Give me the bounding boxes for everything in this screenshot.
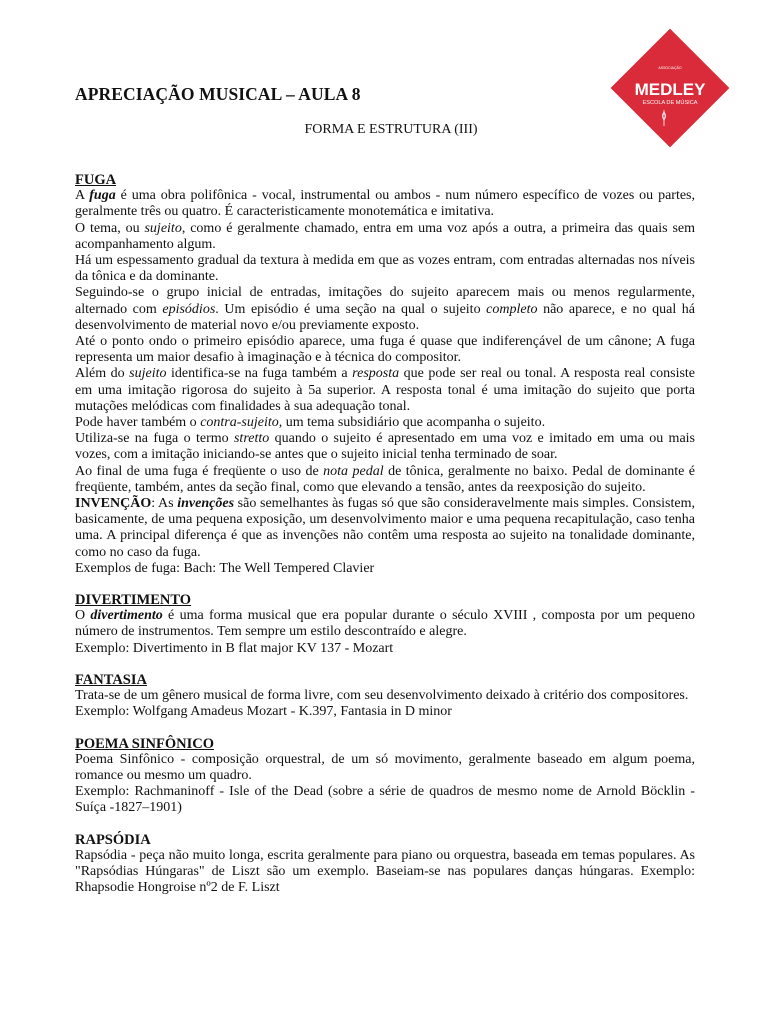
paragraph [75, 415, 695, 431]
term-divertimento: divertimento [90, 608, 163, 624]
paragraph: Trata-se de um gênero musical de forma livre, com seu desenvolvimento deixado à critério dos compositores. [75, 688, 689, 704]
paragraph [75, 188, 695, 220]
text-run: Seguindo-se o grupo inicial de entradas, imitações do sujeito aparecem mais ou menos regularmente, alternado com [75, 285, 695, 317]
logo-top-text: ASSOCIAÇÃO [658, 66, 682, 70]
paragraph: Exemplo: Rachmaninoff - Isle of the Dead (sobre a série de quadros de mesmo nome de Arnold Böcklin - Suíça -1827–1901) [75, 784, 695, 816]
text-run: A [75, 188, 90, 204]
subtitle-text: FORMA E ESTRUTURA (III) [304, 122, 478, 137]
text-run: são semelhantes às fugas só que são consideravelmente mais simples. Consistem, basicamente, de uma pequena exposição, um desenvolvimento maior e uma pequena recapitulação, caso tenha uma. A principal diferença é que as invenções não contêm uma resposta ao sujeito na tonalidade dominante, como no caso da fuga. [75, 496, 695, 560]
text-run: que pode ser real ou tonal. A resposta real consiste em uma imitação rigorosa do sujeito à 5a superior. A resposta tonal é uma imitação do sujeito que porta mutações melódicas com finalidades à sua adequação tonal. [75, 366, 696, 414]
term-episodios: episódios [162, 301, 216, 317]
text-run: : As [151, 496, 178, 512]
section-heading: FUGA [75, 172, 117, 188]
paragraph [75, 496, 695, 561]
section-heading: RAPSÓDIA [75, 831, 151, 848]
document-body [75, 172, 695, 896]
term-invencoes: invenções [177, 496, 235, 512]
section-heading: FANTASIA [75, 671, 147, 688]
section-heading: DIVERTIMENTO [75, 592, 192, 609]
text-run: é uma obra polifônica - vocal, instrumental ou ambos - num número específico de vozes ou partes, geralmente três ou quatro. É caracteristicamente monotemática e imitativa. [75, 188, 695, 220]
text-run: identifica-se na fuga também a [166, 366, 353, 382]
term-sujeito: sujeito [144, 220, 182, 236]
term-stretto: stretto [233, 431, 270, 447]
section-heading: POEMA SINFÔNICO [75, 735, 214, 752]
term-resposta: resposta [352, 366, 400, 382]
term-completo: completo [486, 301, 538, 317]
section-fuga [75, 172, 695, 577]
text-run: Utiliza-se na fuga o termo [75, 431, 234, 447]
logo-tagline: ESCOLA DE MÚSICA [642, 100, 698, 106]
term-sujeito: sujeito [129, 366, 167, 382]
term-contra-sujeito: contra-sujeito, [200, 415, 283, 431]
paragraph: Rapsódia - peça não muito longa, escrita geralmente para piano ou orquestra, baseada em temas populares. As "Rapsódias Húngaras" de Liszt são um exemplo. Baseiam-se nas populares danças húngaras. Exemplo: Rhapsodie Hongroise nº2 de F. Liszt [75, 847, 695, 896]
paragraph [75, 366, 695, 415]
section-fantasia [75, 672, 695, 721]
text-run: um tema subsidiário que acompanha o sujeito. [282, 415, 546, 431]
section-rapsodia [75, 832, 695, 897]
text-run: , como é geralmente chamado, entra em uma voz após a outra, a primeira das quais sem acompanhamento algum. [75, 220, 695, 252]
text-run: . Um episódio é uma seção na qual o sujeito [215, 301, 487, 317]
text-run: Ao final de uma fuga é freqüente o uso de [75, 463, 324, 479]
term-invencao-label: INVENÇÃO [75, 496, 152, 512]
page-subtitle [0, 122, 768, 138]
page-title: APRECIAÇÃO MUSICAL – AULA 8 [75, 84, 361, 104]
text-run: O tema, ou [75, 220, 145, 236]
paragraph [75, 221, 695, 253]
text-run: O [75, 608, 91, 624]
paragraph: Há um espessamento gradual da textura à medida em que as vozes entram, com entradas alternadas nos níveis da tônica e da dominante. [75, 253, 695, 285]
paragraph [75, 431, 695, 463]
paragraph: Poema Sinfônico - composição orquestral, de um só movimento, geralmente baseado em algum poema, romance ou mesmo um quadro. [75, 751, 695, 783]
text-run: de tônica, geralmente no baixo. Pedal de dominante é freqüente, também, antes da seção final, como que elevando a tensão, antes da reexposição do sujeito. [75, 463, 695, 495]
section-divertimento [75, 592, 695, 657]
logo-name: MEDLEY [634, 80, 706, 99]
paragraph: Até o ponto ondo o primeiro episódio aparece, uma fuga é quase que indiferençável de um cânone; A fuga representa um maior desafio à imaginação e à técnica do compositor. [75, 334, 695, 366]
paragraph [75, 285, 695, 334]
text-run: Além do [75, 366, 130, 382]
text-run: Pode haver também o [75, 415, 201, 431]
paragraph: Exemplos de fuga: Bach: The Well Tempered Clavier [75, 560, 375, 576]
paragraph [75, 464, 695, 496]
paragraph: Exemplo: Divertimento in B flat major KV 137 - Mozart [75, 640, 394, 656]
term-fuga: fuga [89, 188, 116, 204]
section-poema-sinfonico [75, 736, 695, 817]
term-nota-pedal: nota pedal [323, 463, 384, 479]
paragraph: Exemplo: Wolfgang Amadeus Mozart - K.397, Fantasia in D minor [75, 704, 452, 720]
text-run: é uma forma musical que era popular durante o século XVIII , composta por um pequeno número de instrumentos. Tem sempre um estilo descontraído e alegre. [75, 608, 695, 640]
paragraph [75, 608, 695, 640]
text-run: quando o sujeito é apresentado em uma voz e imitado em uma ou mais vozes, com a imitação iniciando-se antes que o sujeito inicial tenha terminado de soar. [75, 431, 695, 463]
text-run: não aparece, e no qual há desenvolvimento de material novo e/ou previamente exposto. [75, 301, 696, 333]
